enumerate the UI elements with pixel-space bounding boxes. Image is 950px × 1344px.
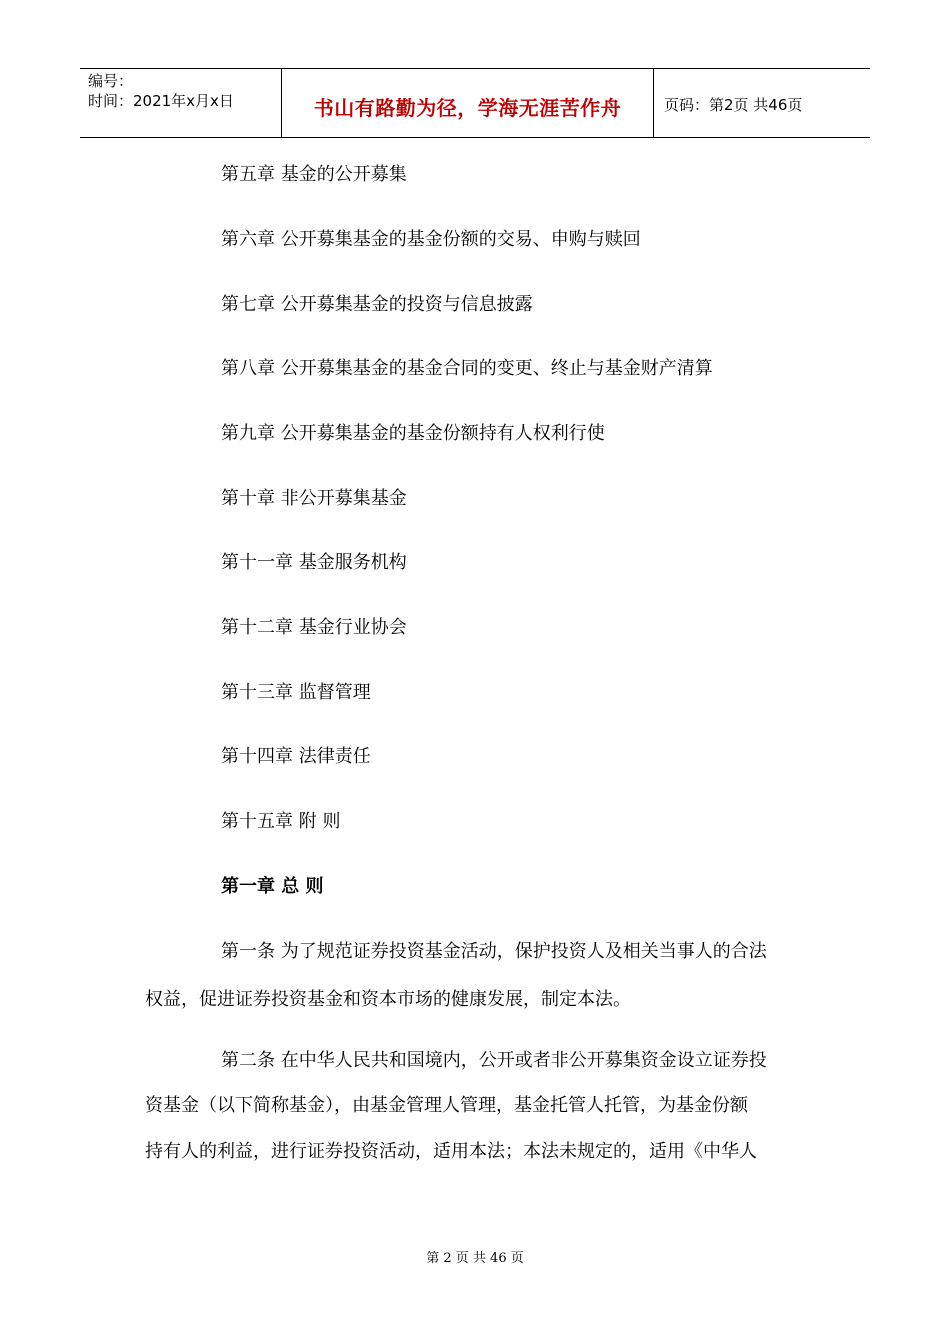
toc-item-chapter-15: 第十五章 附 则 (221, 811, 341, 832)
toc-item-chapter-6: 第六章 公开募集基金的基金份额的交易、申购与赎回 (221, 229, 641, 250)
toc-item-chapter-7: 第七章 公开募集基金的投资与信息披露 (221, 294, 533, 315)
page-footer: 第 2 页 共 46 页 (426, 1251, 524, 1266)
toc-item-chapter-5: 第五章 基金的公开募集 (221, 164, 407, 185)
toc-item-chapter-9: 第九章 公开募集基金的基金份额持有人权利行使 (221, 423, 605, 444)
toc-item-chapter-12: 第十二章 基金行业协会 (221, 617, 407, 638)
article-2-line-3: 持有人的利益，进行证券投资活动，适用本法；本法未规定的，适用《中华人 (145, 1141, 757, 1162)
page-header (80, 68, 870, 138)
article-2-line-1: 第二条 在中华人民共和国境内，公开或者非公开募集资金设立证券投 (221, 1050, 767, 1071)
toc-item-chapter-14: 第十四章 法律责任 (221, 746, 371, 767)
document-number-label: 编号： (88, 72, 134, 90)
article-1-line-1: 第一条 为了规范证券投资基金活动，保护投资人及相关当事人的合法 (221, 941, 767, 962)
header-meta-cell (80, 69, 280, 137)
toc-item-chapter-8: 第八章 公开募集基金的基金合同的变更、终止与基金财产清算 (221, 358, 713, 379)
article-1-line-2: 权益，促进证券投资基金和资本市场的健康发展，制定本法。 (145, 989, 631, 1010)
document-time-label: 时间：2021年x月x日 (88, 92, 234, 110)
header-motto: 书山有路勤为径，学海无涯苦作舟 (313, 96, 622, 120)
toc-item-chapter-13: 第十三章 监督管理 (221, 682, 371, 703)
article-2-line-2: 资基金（以下简称基金），由基金管理人管理，基金托管人托管，为基金份额 (145, 1095, 748, 1116)
toc-item-chapter-10: 第十章 非公开募集基金 (221, 488, 407, 509)
header-motto-cell (281, 69, 654, 137)
header-page-cell (654, 69, 870, 137)
chapter-heading: 第一章 总 则 (221, 876, 324, 897)
header-page-info: 页码：第2页 共46页 (664, 96, 803, 114)
toc-item-chapter-11: 第十一章 基金服务机构 (221, 552, 407, 573)
